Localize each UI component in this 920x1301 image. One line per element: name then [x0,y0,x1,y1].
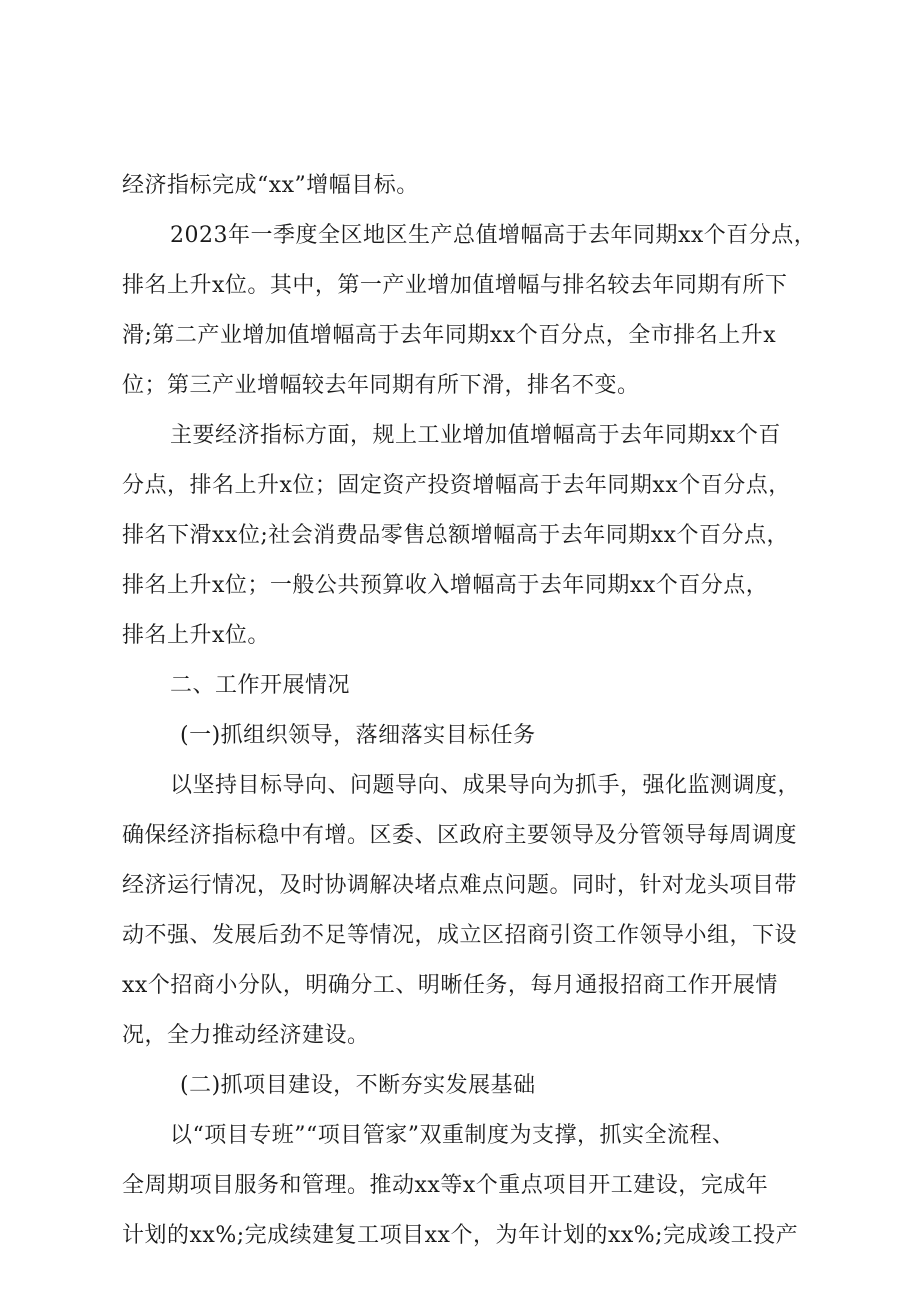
section-heading: 二、工作开展情况 [170,673,351,698]
paragraph-line: 确保经济指标稳中有增。区委、区政府主要领导及分管领导每周调度 [122,823,798,848]
paragraph-line: 排名上升x位。其中，第一产业增加值增幅与排名较去年同期有所下 [122,273,788,298]
paragraph-line: 经济指标完成“xx”增幅目标。 [122,173,419,198]
paragraph-line: 动不强、发展后劲不足等情况，成立区招商引资工作领导小组，下设 [122,923,798,948]
paragraph-line: 况，全力推动经济建设。 [122,1023,370,1048]
paragraph-line: 以坚持目标导向、问题导向、成果导向为抓手，强化监测调度， [170,773,801,798]
paragraph-line: 计划的xx%;完成续建复工项目xx个，为年计划的xx%;完成竣工投产 [122,1223,799,1248]
paragraph-line: 排名上升x位。 [122,623,270,648]
paragraph-line: 以“项目专班”“项目管家”双重制度为支撑，抓实全流程、 [170,1123,735,1148]
paragraph-line: 分点，排名上升x位；固定资产投资增幅高于去年同期xx个百分点， [122,473,791,498]
paragraph-line: 2023年一季度全区地区生产总值增幅高于去年同期xx个百分点， [170,223,817,248]
paragraph-line: 全周期项目服务和管理。推动xx等x个重点项目开工建设，完成年 [122,1173,769,1198]
paragraph-line: 排名上升x位；一般公共预算收入增幅高于去年同期xx个百分点， [122,573,769,598]
paragraph-line: 经济运行情况，及时协调解决堵点难点问题。同时，针对龙头项目带 [122,873,798,898]
paragraph-line: 排名下滑xx位;社会消费品零售总额增幅高于去年同期xx个百分点， [122,523,790,548]
subsection-heading: (二)抓项目建设，不断夯实发展基础 [180,1073,536,1098]
paragraph-line: 滑;第二产业增加值增幅高于去年同期xx个百分点，全市排名上升x [122,323,777,348]
paragraph-line: xx个招商小分队，明确分工、明晰任务，每月通报招商工作开展情 [122,973,778,998]
subsection-heading: (一)抓组织领导，落细落实目标任务 [180,723,536,748]
paragraph-line: 主要经济指标方面，规上工业增加值增幅高于去年同期xx个百 [170,423,781,448]
paragraph-line: 位；第三产业增幅较去年同期有所下滑，排名不变。 [122,373,640,398]
